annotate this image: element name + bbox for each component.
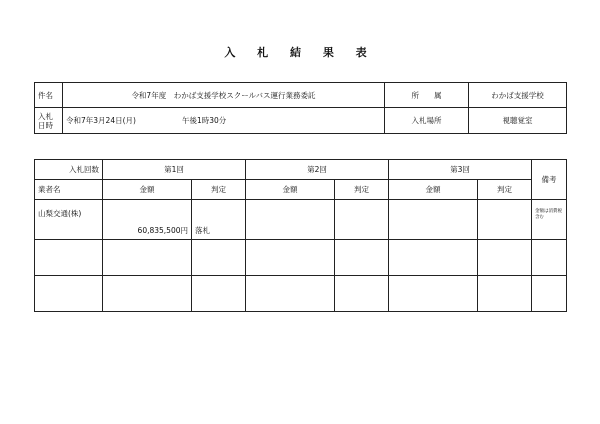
page-title: 入 札 結 果 表 xyxy=(224,46,376,59)
table-row xyxy=(35,276,567,312)
info-table xyxy=(34,82,567,134)
amount-header-1: 金額 xyxy=(103,180,192,200)
round-header: 入札回数 xyxy=(35,160,103,180)
judgment-round-1: 落札 xyxy=(192,200,246,240)
results-table xyxy=(34,159,567,312)
table-row xyxy=(35,200,567,240)
datetime-label-line2: 日時 xyxy=(38,121,53,130)
dept-label: 所 属 xyxy=(385,83,469,108)
amount-round-2 xyxy=(246,200,335,240)
remarks-header: 備考 xyxy=(532,160,567,200)
subject-row xyxy=(35,83,567,108)
datetime-value xyxy=(63,108,385,134)
table-row xyxy=(35,240,567,276)
datetime-row xyxy=(35,108,567,134)
amount-round-3 xyxy=(389,200,478,240)
round-2-header: 第2回 xyxy=(246,160,389,180)
amount-header-3: 金額 xyxy=(389,180,478,200)
amount-round-1: 60,835,500円 xyxy=(103,200,192,240)
date-value: 令和7年3月24日(月) xyxy=(66,116,136,125)
time-value: 午後1時30分 xyxy=(181,116,227,125)
judgment-round-3 xyxy=(478,200,532,240)
vendor-header: 業者名 xyxy=(35,180,103,200)
judgment-header-2: 判定 xyxy=(335,180,389,200)
judgment-header-3: 判定 xyxy=(478,180,532,200)
round-1-header: 第1回 xyxy=(103,160,246,180)
datetime-label-line1: 入札 xyxy=(38,112,53,121)
header-row-1 xyxy=(35,160,567,180)
subject-value: 令和7年度 わかば支援学校スクールバス運行業務委託 xyxy=(63,83,385,108)
datetime-label xyxy=(35,108,63,134)
subject-label: 件名 xyxy=(35,83,63,108)
judgment-round-2 xyxy=(335,200,389,240)
place-value: 視聴覚室 xyxy=(469,108,567,134)
remarks-note: 金額は消費税含む xyxy=(532,200,567,240)
place-label: 入札場所 xyxy=(385,108,469,134)
round-3-header: 第3回 xyxy=(389,160,532,180)
amount-header-2: 金額 xyxy=(246,180,335,200)
dept-value: わかば支援学校 xyxy=(469,83,567,108)
vendor-name: 山梨交通(株) xyxy=(35,200,103,240)
header-row-2 xyxy=(35,180,567,200)
judgment-header-1: 判定 xyxy=(192,180,246,200)
